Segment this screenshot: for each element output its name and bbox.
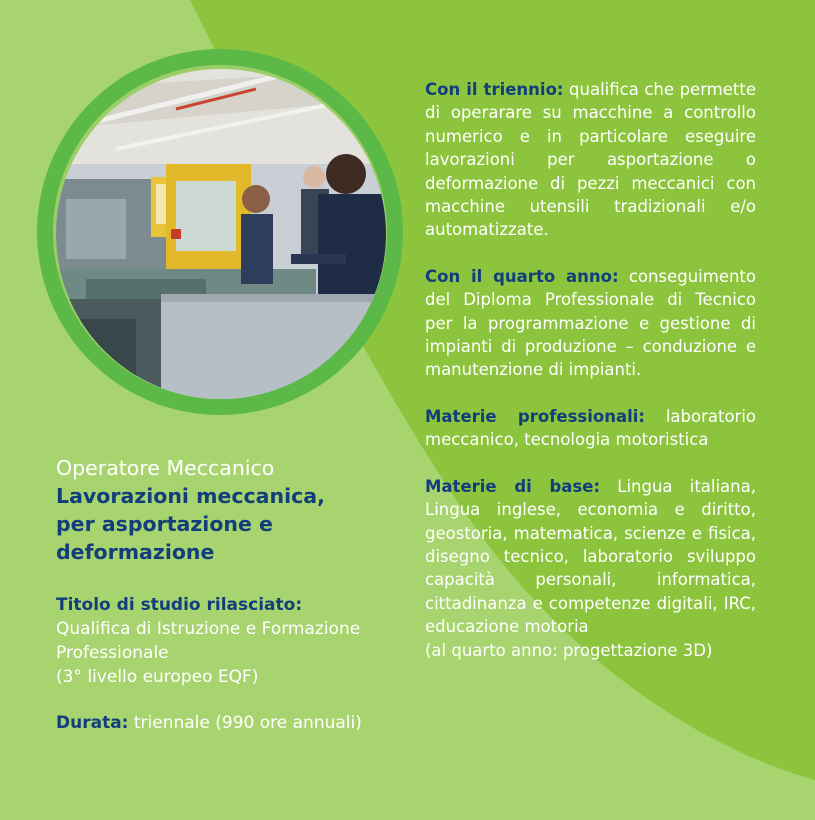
triennio-paragraph <box>425 78 756 242</box>
base-extra: (al quarto anno: progettazione 3D) <box>425 640 713 660</box>
quarto-paragraph <box>425 265 756 382</box>
program-name: Operatore Meccanico <box>56 456 275 480</box>
base-text: Lingua italiana, Lingua inglese, economia e diritto, geostoria, matematica, scienze e fisica, disegno tecnico, laboratorio sviluppo capacità personali, informatica, cittadinanza e competenze digitali, IRC, educazione motoria <box>425 476 756 637</box>
titolo-line-3: (3° livello europeo EQF) <box>56 667 259 687</box>
titolo-line-2: Professionale <box>56 643 169 663</box>
durata-value: triennale (990 ore annuali) <box>133 713 362 733</box>
prof-text: laboratorio meccanico, tecnologia motoristica <box>425 406 756 450</box>
base-label: Materie di base: <box>425 476 601 496</box>
prof-paragraph <box>425 405 756 452</box>
workshop-photo-illustration <box>56 69 386 399</box>
course-details <box>425 78 756 685</box>
titolo-block <box>56 593 396 689</box>
titolo-label: Titolo di studio rilasciato: <box>56 595 303 615</box>
base-paragraph <box>425 475 756 639</box>
durata-block <box>56 711 396 735</box>
subtitle-line-3: deformazione <box>56 540 215 564</box>
subtitle-line-2: per asportazione e <box>56 512 273 536</box>
quarto-label: Con il quarto anno: <box>425 266 619 286</box>
quarto-text: conseguimento del Diploma Professionale di Tecnico per la programmazione e gestione di impianti di produzione – conduzione e manutenzione di impianti. <box>425 266 756 380</box>
prof-label: Materie professionali: <box>425 406 645 426</box>
program-subtitle <box>56 482 396 566</box>
titolo-line-1: Qualifica di Istruzione e Formazione <box>56 619 361 639</box>
triennio-label: Con il triennio: <box>425 80 564 99</box>
program-info <box>56 455 396 735</box>
subtitle-line-1: Lavorazioni meccanica, <box>56 484 325 508</box>
durata-label: Durata: <box>56 713 129 733</box>
workshop-photo <box>56 69 386 399</box>
triennio-text: qualifica che permette di operarare su macchine a controllo numerico e in particolare eseguire lavorazioni per asportazione o deformazione di pezzi meccanici con macchine utensili tradizionali e/o automatizzate. <box>425 80 756 240</box>
